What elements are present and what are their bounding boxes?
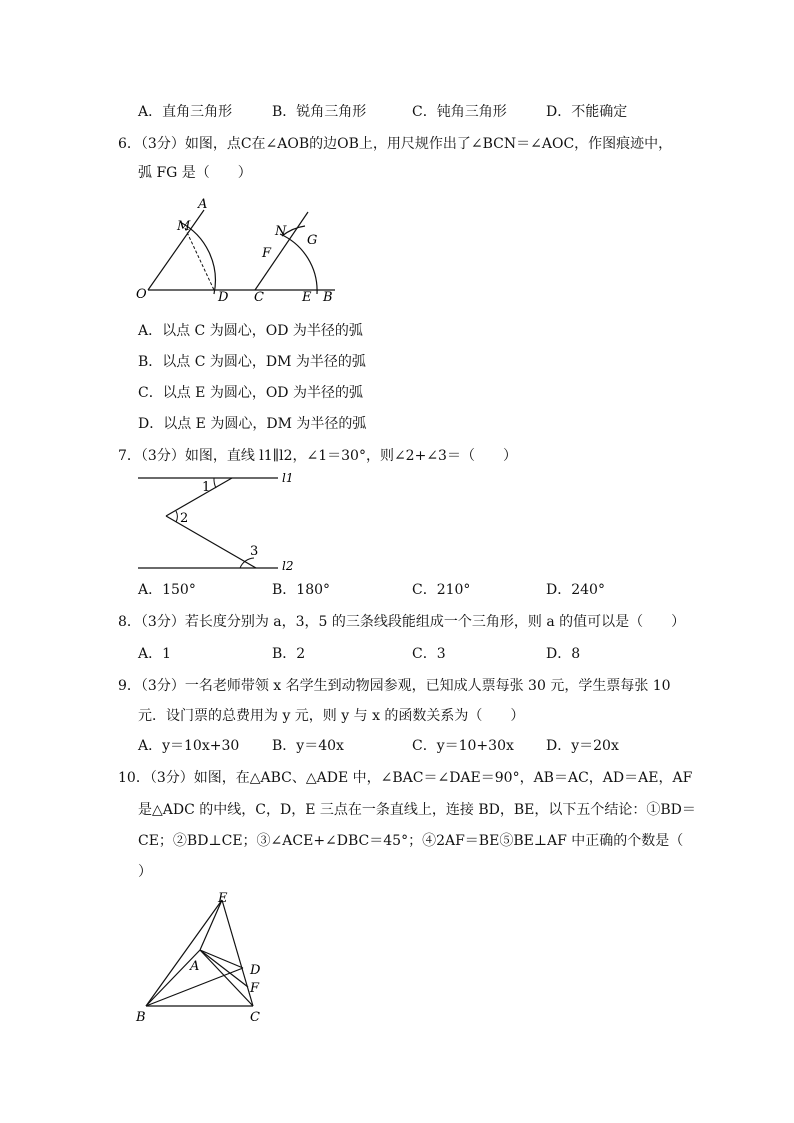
q6-option-d: D．以点 E 为圆心，DM 为半径的弧 xyxy=(138,416,367,432)
q7-figure xyxy=(130,468,310,578)
q9-option-b: B．y＝40x xyxy=(272,738,344,754)
q6-figure xyxy=(130,190,350,310)
label-F: F xyxy=(262,246,272,261)
q8-option-d: D．8 xyxy=(546,646,581,662)
q5-option-b: B．锐角三角形 xyxy=(272,104,367,120)
q9-stem-line2: 元．设门票的总费用为 y 元，则 y 与 x 的函数关系为（ ） xyxy=(138,708,525,724)
q6-option-c: C．以点 E 为圆心，OD 为半径的弧 xyxy=(138,385,363,401)
label-A: A xyxy=(198,197,208,212)
q7-option-b: B．180° xyxy=(272,582,331,598)
label-D10: D xyxy=(250,963,261,978)
label-C: C xyxy=(254,290,264,305)
q5-option-a: A．直角三角形 xyxy=(138,104,233,120)
line-l2-label: l2 xyxy=(282,559,294,573)
q7-option-d: D．240° xyxy=(546,582,605,598)
q7-stem: 7．（3分）如图，直线 l1∥l2，∠1＝30°，则∠2+∠3＝（ ） xyxy=(118,448,517,464)
q9-stem-line1: 9．（3分）一名老师带领 x 名学生到动物园参观，已知成人票每张 30 元，学生票每张 10 xyxy=(118,678,671,694)
q8-option-c: C．3 xyxy=(412,646,446,662)
label-A10: A xyxy=(190,959,200,974)
q6-option-a: A．以点 C 为圆心，OD 为半径的弧 xyxy=(138,323,363,339)
label-B10: B xyxy=(136,1010,146,1025)
label-E: E xyxy=(302,290,312,305)
label-M: M xyxy=(177,219,191,234)
label-F10: F xyxy=(250,981,260,996)
angle-3-label: 3 xyxy=(250,544,259,559)
q6-stem-line2: 弧 FG 是（ ） xyxy=(138,165,252,181)
q5-option-d: D．不能确定 xyxy=(546,104,628,120)
q10-figure xyxy=(130,888,280,1028)
q7-option-a: A．150° xyxy=(138,582,196,598)
q7-option-c: C．210° xyxy=(412,582,471,598)
q9-option-d: D．y＝20x xyxy=(546,738,619,754)
q6-option-b: B．以点 C 为圆心，DM 为半径的弧 xyxy=(138,354,366,370)
q8-stem: 8．（3分）若长度分别为 a，3，5 的三条线段能组成一个三角形，则 a 的值可以是（ ） xyxy=(118,614,686,630)
q5-option-c: C．钝角三角形 xyxy=(412,104,507,120)
label-G: G xyxy=(307,233,318,248)
label-N: N xyxy=(275,224,287,239)
q10-stem-line3: CE；②BD⊥CE；③∠ACE+∠DBC＝45°；④2AF＝BE⑤BE⊥AF 中正确的个数是（ xyxy=(138,833,684,849)
label-C10: C xyxy=(250,1010,260,1025)
q9-option-a: A．y＝10x+30 xyxy=(138,738,240,754)
angle-1-label: 1 xyxy=(202,480,211,495)
line-l1-label: l1 xyxy=(282,471,294,485)
label-B: B xyxy=(323,290,333,305)
label-D: D xyxy=(218,290,229,305)
q9-option-c: C．y＝10+30x xyxy=(412,738,514,754)
label-O: O xyxy=(136,287,147,302)
q10-stem-line1: 10．（3分）如图，在△ABC、△ADE 中，∠BAC＝∠DAE＝90°，AB＝AC，AD＝AE，AF xyxy=(118,770,693,786)
q10-stem-line4: ） xyxy=(138,864,152,880)
q8-option-a: A．1 xyxy=(138,646,172,662)
angle-2-label: 2 xyxy=(180,511,189,526)
q6-stem-line1: 6．（3分）如图，点C在∠AOB的边OB上，用尺规作出了∠BCN＝∠AOC，作图痕迹中， xyxy=(118,136,673,152)
q10-stem-line2: 是△ADC 的中线，C，D，E 三点在一条直线上，连接 BD，BE，以下五个结论：①BD＝ xyxy=(138,802,696,818)
label-E10: E xyxy=(218,891,228,906)
q8-option-b: B．2 xyxy=(272,646,306,662)
